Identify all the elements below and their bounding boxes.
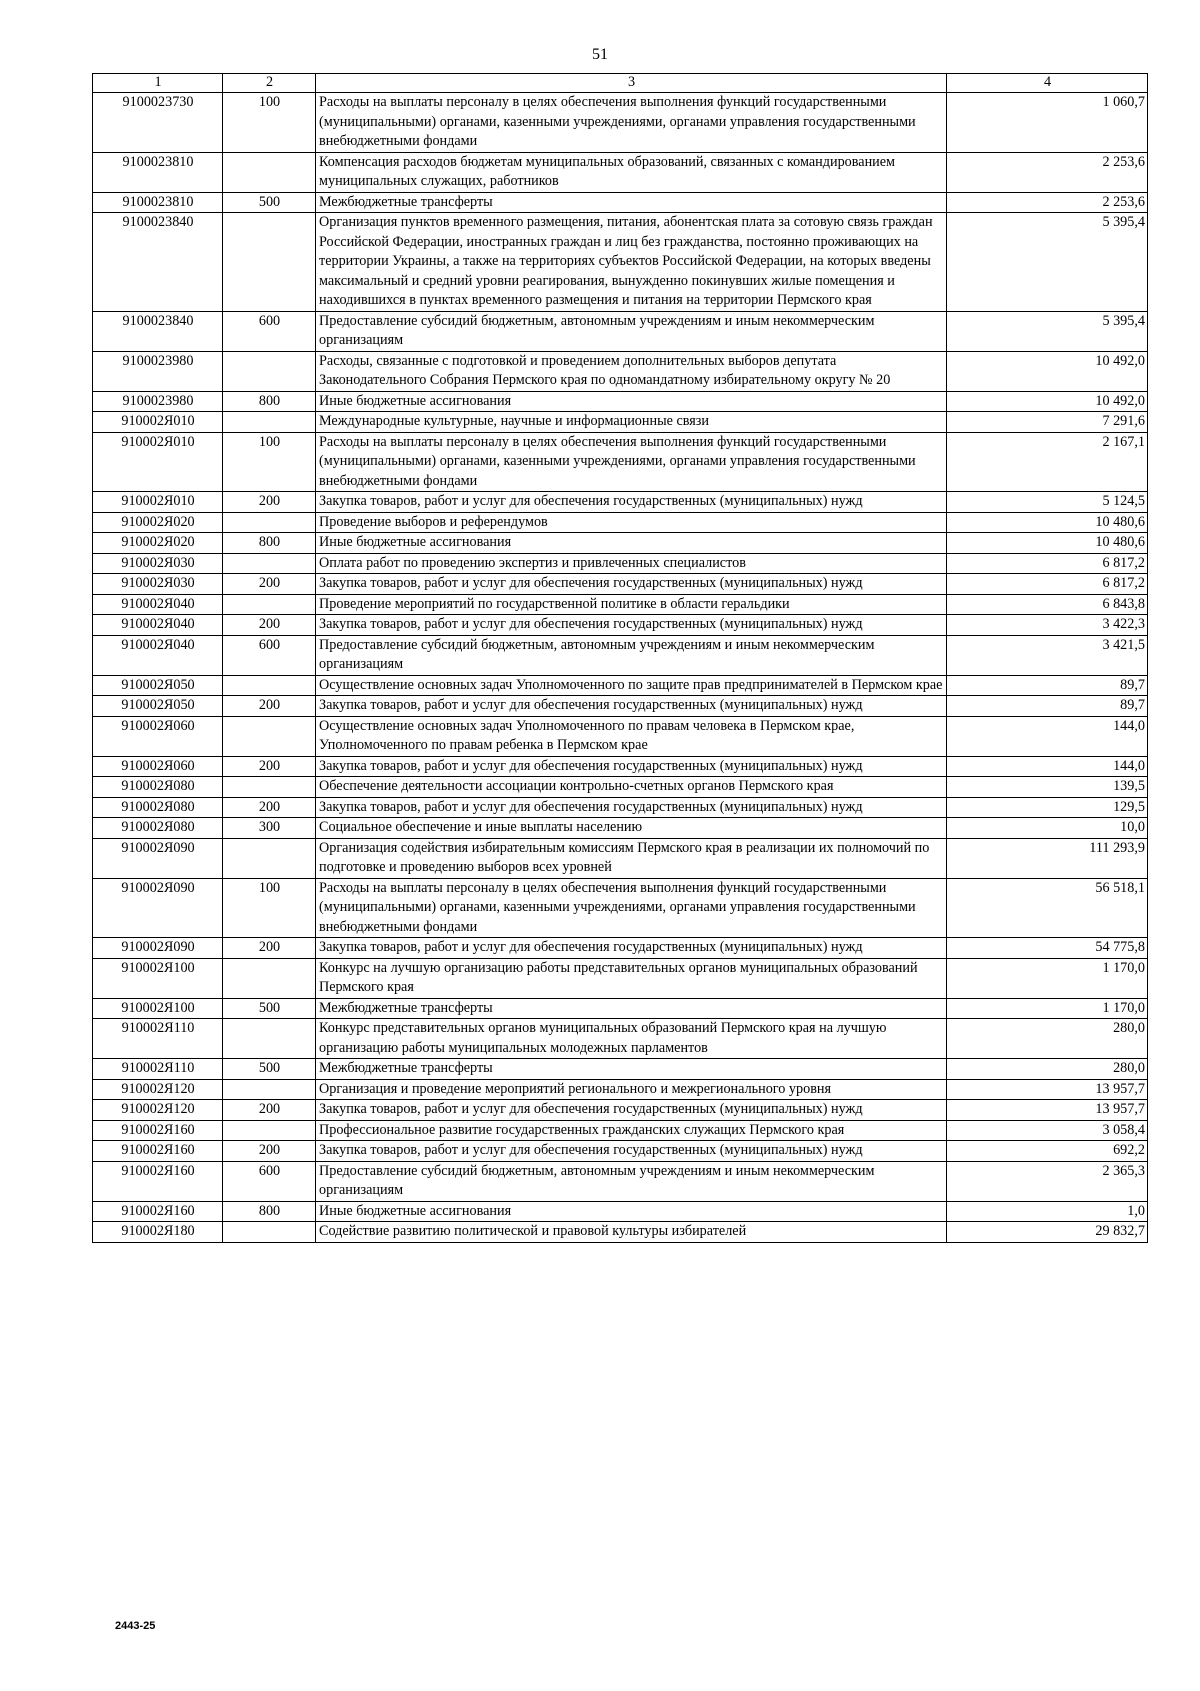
- table-row: [93, 938, 1148, 959]
- cell-amount: 280,0: [947, 1019, 1148, 1059]
- header-col-4: 4: [947, 74, 1148, 93]
- table-row: [93, 635, 1148, 675]
- header-row: [93, 74, 1148, 93]
- cell-description: Закупка товаров, работ и услуг для обеспечения государственных (муниципальных) нужд: [316, 756, 947, 777]
- cell-description: Международные культурные, научные и информационные связи: [316, 412, 947, 433]
- cell-description: Осуществление основных задач Уполномоченного по защите прав предпринимателей в Пермском крае: [316, 675, 947, 696]
- cell-expense-type: 200: [223, 1100, 316, 1121]
- cell-code: 910002Я060: [93, 716, 223, 756]
- cell-amount: 10 492,0: [947, 351, 1148, 391]
- cell-expense-type: 300: [223, 818, 316, 839]
- cell-description: Закупка товаров, работ и услуг для обеспечения государственных (муниципальных) нужд: [316, 1141, 947, 1162]
- table-row: [93, 998, 1148, 1019]
- cell-amount: 111 293,9: [947, 838, 1148, 878]
- cell-expense-type: [223, 1120, 316, 1141]
- cell-expense-type: [223, 351, 316, 391]
- table-row: [93, 1100, 1148, 1121]
- cell-description: Межбюджетные трансферты: [316, 998, 947, 1019]
- table-row: [93, 878, 1148, 938]
- cell-expense-type: 200: [223, 696, 316, 717]
- cell-amount: 1,0: [947, 1201, 1148, 1222]
- cell-expense-type: 200: [223, 938, 316, 959]
- cell-amount: 6 817,2: [947, 574, 1148, 595]
- cell-code: 910002Я100: [93, 998, 223, 1019]
- cell-expense-type: [223, 213, 316, 312]
- cell-amount: 6 843,8: [947, 594, 1148, 615]
- table-row: [93, 1059, 1148, 1080]
- cell-amount: 56 518,1: [947, 878, 1148, 938]
- cell-expense-type: 100: [223, 432, 316, 492]
- cell-description: Закупка товаров, работ и услуг для обеспечения государственных (муниципальных) нужд: [316, 574, 947, 595]
- cell-description: Предоставление субсидий бюджетным, автономным учреждениям и иным некоммерческим организациям: [316, 635, 947, 675]
- cell-amount: 3 058,4: [947, 1120, 1148, 1141]
- cell-description: Межбюджетные трансферты: [316, 1059, 947, 1080]
- cell-code: 910002Я090: [93, 878, 223, 938]
- cell-expense-type: 600: [223, 1161, 316, 1201]
- cell-code: 910002Я080: [93, 797, 223, 818]
- cell-amount: 5 395,4: [947, 311, 1148, 351]
- cell-expense-type: 200: [223, 492, 316, 513]
- cell-description: Проведение выборов и референдумов: [316, 512, 947, 533]
- cell-expense-type: [223, 152, 316, 192]
- table-row: [93, 213, 1148, 312]
- cell-code: 910002Я110: [93, 1059, 223, 1080]
- cell-code: 910002Я160: [93, 1141, 223, 1162]
- header-col-2: 2: [223, 74, 316, 93]
- cell-code: 9100023730: [93, 93, 223, 153]
- cell-amount: 1 170,0: [947, 998, 1148, 1019]
- table-row: [93, 311, 1148, 351]
- cell-code: 9100023840: [93, 311, 223, 351]
- cell-amount: 10 480,6: [947, 533, 1148, 554]
- cell-description: Закупка товаров, работ и услуг для обеспечения государственных (муниципальных) нужд: [316, 492, 947, 513]
- cell-code: 9100023810: [93, 192, 223, 213]
- table-row: [93, 391, 1148, 412]
- cell-expense-type: 600: [223, 635, 316, 675]
- table-row: [93, 675, 1148, 696]
- table-row: [93, 412, 1148, 433]
- cell-description: Проведение мероприятий по государственной политике в области геральдики: [316, 594, 947, 615]
- cell-amount: 280,0: [947, 1059, 1148, 1080]
- cell-expense-type: 200: [223, 1141, 316, 1162]
- cell-description: Организация пунктов временного размещения, питания, абонентская плата за сотовую связь граждан Российской Федерации, иностранных граждан и лиц без гражданства, постоянно проживающих на территории Украины, а также на территориях субъектов Российской Федерации, на которых введены максимальный и средний уровни реагирования, вынужденно покинувших жилые помещения и находившихся в пунктах временного размещения и питания на территории Пермского края: [316, 213, 947, 312]
- table-row: [93, 512, 1148, 533]
- cell-description: Закупка товаров, работ и услуг для обеспечения государственных (муниципальных) нужд: [316, 797, 947, 818]
- table-row: [93, 1120, 1148, 1141]
- budget-table: [92, 73, 1148, 1243]
- cell-description: Организация содействия избирательным комиссиям Пермского края в реализации их полномочий по подготовке и проведению выборов всех уровней: [316, 838, 947, 878]
- cell-description: Социальное обеспечение и иные выплаты населению: [316, 818, 947, 839]
- cell-amount: 13 957,7: [947, 1079, 1148, 1100]
- cell-expense-type: 100: [223, 93, 316, 153]
- table-row: [93, 1019, 1148, 1059]
- cell-code: 910002Я120: [93, 1100, 223, 1121]
- cell-code: 910002Я100: [93, 958, 223, 998]
- table-row: [93, 615, 1148, 636]
- table-row: [93, 192, 1148, 213]
- cell-code: 910002Я090: [93, 838, 223, 878]
- cell-expense-type: 800: [223, 533, 316, 554]
- cell-amount: 5 124,5: [947, 492, 1148, 513]
- cell-expense-type: 200: [223, 615, 316, 636]
- table-row: [93, 1201, 1148, 1222]
- cell-code: 910002Я010: [93, 412, 223, 433]
- cell-code: 910002Я160: [93, 1201, 223, 1222]
- cell-expense-type: 500: [223, 192, 316, 213]
- cell-code: 9100023980: [93, 351, 223, 391]
- cell-expense-type: 200: [223, 756, 316, 777]
- cell-code: 910002Я160: [93, 1120, 223, 1141]
- cell-code: 910002Я050: [93, 696, 223, 717]
- cell-description: Предоставление субсидий бюджетным, автономным учреждениям и иным некоммерческим организациям: [316, 311, 947, 351]
- cell-code: 910002Я030: [93, 553, 223, 574]
- table-row: [93, 838, 1148, 878]
- cell-code: 910002Я120: [93, 1079, 223, 1100]
- cell-expense-type: [223, 412, 316, 433]
- table-row: [93, 1141, 1148, 1162]
- cell-code: 910002Я160: [93, 1161, 223, 1201]
- cell-amount: 2 253,6: [947, 152, 1148, 192]
- cell-code: 910002Я020: [93, 533, 223, 554]
- table-row: [93, 797, 1148, 818]
- table-row: [93, 594, 1148, 615]
- cell-code: 910002Я080: [93, 777, 223, 798]
- cell-amount: 3 421,5: [947, 635, 1148, 675]
- cell-code: 910002Я040: [93, 615, 223, 636]
- cell-amount: 89,7: [947, 675, 1148, 696]
- table-row: [93, 93, 1148, 153]
- cell-description: Расходы на выплаты персоналу в целях обеспечения выполнения функций государственными (муниципальными) органами, казенными учреждениями, органами управления государственными внебюджетными фондами: [316, 93, 947, 153]
- cell-description: Оплата работ по проведению экспертиз и привлеченных специалистов: [316, 553, 947, 574]
- cell-amount: 139,5: [947, 777, 1148, 798]
- cell-code: 910002Я020: [93, 512, 223, 533]
- cell-description: Расходы, связанные с подготовкой и проведением дополнительных выборов депутата Законодательного Собрания Пермского края по одномандатному избирательному округу № 20: [316, 351, 947, 391]
- table-row: [93, 533, 1148, 554]
- cell-description: Осуществление основных задач Уполномоченного по правам человека в Пермском крае, Уполномоченного по правам ребенка в Пермском крае: [316, 716, 947, 756]
- cell-description: Компенсация расходов бюджетам муниципальных образований, связанных с командированием муниципальных служащих, работников: [316, 152, 947, 192]
- cell-amount: 2 167,1: [947, 432, 1148, 492]
- cell-amount: 1 060,7: [947, 93, 1148, 153]
- cell-expense-type: 500: [223, 1059, 316, 1080]
- cell-description: Конкурс на лучшую организацию работы представительных органов муниципальных образований Пермского края: [316, 958, 947, 998]
- cell-description: Межбюджетные трансферты: [316, 192, 947, 213]
- cell-expense-type: [223, 512, 316, 533]
- cell-description: Расходы на выплаты персоналу в целях обеспечения выполнения функций государственными (муниципальными) органами, казенными учреждениями, органами управления государственными внебюджетными фондами: [316, 432, 947, 492]
- cell-expense-type: 800: [223, 391, 316, 412]
- cell-expense-type: [223, 777, 316, 798]
- table-header: [93, 74, 1148, 93]
- cell-expense-type: [223, 716, 316, 756]
- cell-expense-type: 500: [223, 998, 316, 1019]
- cell-amount: 10,0: [947, 818, 1148, 839]
- cell-description: Иные бюджетные ассигнования: [316, 391, 947, 412]
- document-code: 2443-25: [115, 1620, 156, 1632]
- table-row: [93, 1222, 1148, 1243]
- cell-description: Содействие развитию политической и правовой культуры избирателей: [316, 1222, 947, 1243]
- cell-code: 9100023810: [93, 152, 223, 192]
- cell-code: 910002Я010: [93, 432, 223, 492]
- cell-description: Обеспечение деятельности ассоциации контрольно-счетных органов Пермского края: [316, 777, 947, 798]
- cell-code: 910002Я050: [93, 675, 223, 696]
- cell-expense-type: [223, 838, 316, 878]
- cell-description: Закупка товаров, работ и услуг для обеспечения государственных (муниципальных) нужд: [316, 1100, 947, 1121]
- cell-amount: 692,2: [947, 1141, 1148, 1162]
- cell-code: 910002Я110: [93, 1019, 223, 1059]
- cell-expense-type: 100: [223, 878, 316, 938]
- table-row: [93, 958, 1148, 998]
- cell-expense-type: [223, 1079, 316, 1100]
- cell-code: 910002Я060: [93, 756, 223, 777]
- cell-amount: 89,7: [947, 696, 1148, 717]
- cell-code: 910002Я090: [93, 938, 223, 959]
- table-row: [93, 492, 1148, 513]
- cell-description: Организация и проведение мероприятий регионального и межрегионального уровня: [316, 1079, 947, 1100]
- cell-amount: 29 832,7: [947, 1222, 1148, 1243]
- cell-code: 9100023840: [93, 213, 223, 312]
- cell-expense-type: [223, 675, 316, 696]
- cell-description: Иные бюджетные ассигнования: [316, 1201, 947, 1222]
- cell-amount: 3 422,3: [947, 615, 1148, 636]
- table-row: [93, 818, 1148, 839]
- cell-expense-type: 200: [223, 574, 316, 595]
- cell-code: 910002Я010: [93, 492, 223, 513]
- cell-amount: 2 253,6: [947, 192, 1148, 213]
- table-row: [93, 1079, 1148, 1100]
- cell-amount: 129,5: [947, 797, 1148, 818]
- header-col-3: 3: [316, 74, 947, 93]
- table-body: [93, 93, 1148, 1243]
- cell-amount: 6 817,2: [947, 553, 1148, 574]
- table-row: [93, 756, 1148, 777]
- cell-description: Расходы на выплаты персоналу в целях обеспечения выполнения функций государственными (муниципальными) органами, казенными учреждениями, органами управления государственными внебюджетными фондами: [316, 878, 947, 938]
- cell-amount: 1 170,0: [947, 958, 1148, 998]
- table-row: [93, 696, 1148, 717]
- table-row: [93, 1161, 1148, 1201]
- cell-expense-type: [223, 1019, 316, 1059]
- cell-code: 910002Я040: [93, 594, 223, 615]
- table-row: [93, 777, 1148, 798]
- cell-description: Закупка товаров, работ и услуг для обеспечения государственных (муниципальных) нужд: [316, 696, 947, 717]
- cell-code: 910002Я040: [93, 635, 223, 675]
- cell-code: 910002Я080: [93, 818, 223, 839]
- cell-description: Конкурс представительных органов муниципальных образований Пермского края на лучшую организацию работы муниципальных молодежных парламентов: [316, 1019, 947, 1059]
- table-row: [93, 351, 1148, 391]
- cell-description: Иные бюджетные ассигнования: [316, 533, 947, 554]
- cell-description: Закупка товаров, работ и услуг для обеспечения государственных (муниципальных) нужд: [316, 615, 947, 636]
- cell-amount: 54 775,8: [947, 938, 1148, 959]
- cell-expense-type: [223, 958, 316, 998]
- cell-amount: 10 492,0: [947, 391, 1148, 412]
- cell-amount: 144,0: [947, 756, 1148, 777]
- cell-amount: 13 957,7: [947, 1100, 1148, 1121]
- table-row: [93, 716, 1148, 756]
- cell-code: 9100023980: [93, 391, 223, 412]
- table-row: [93, 152, 1148, 192]
- cell-amount: 144,0: [947, 716, 1148, 756]
- cell-code: 910002Я180: [93, 1222, 223, 1243]
- table-row: [93, 553, 1148, 574]
- page-number: 51: [592, 46, 608, 63]
- cell-description: Закупка товаров, работ и услуг для обеспечения государственных (муниципальных) нужд: [316, 938, 947, 959]
- cell-expense-type: [223, 594, 316, 615]
- cell-description: Предоставление субсидий бюджетным, автономным учреждениям и иным некоммерческим организациям: [316, 1161, 947, 1201]
- cell-expense-type: [223, 553, 316, 574]
- cell-amount: 10 480,6: [947, 512, 1148, 533]
- cell-expense-type: [223, 1222, 316, 1243]
- cell-expense-type: 800: [223, 1201, 316, 1222]
- cell-amount: 5 395,4: [947, 213, 1148, 312]
- cell-expense-type: 200: [223, 797, 316, 818]
- header-col-1: 1: [93, 74, 223, 93]
- cell-description: Профессиональное развитие государственных гражданских служащих Пермского края: [316, 1120, 947, 1141]
- table-row: [93, 574, 1148, 595]
- cell-amount: 2 365,3: [947, 1161, 1148, 1201]
- cell-code: 910002Я030: [93, 574, 223, 595]
- table-row: [93, 432, 1148, 492]
- cell-expense-type: 600: [223, 311, 316, 351]
- cell-amount: 7 291,6: [947, 412, 1148, 433]
